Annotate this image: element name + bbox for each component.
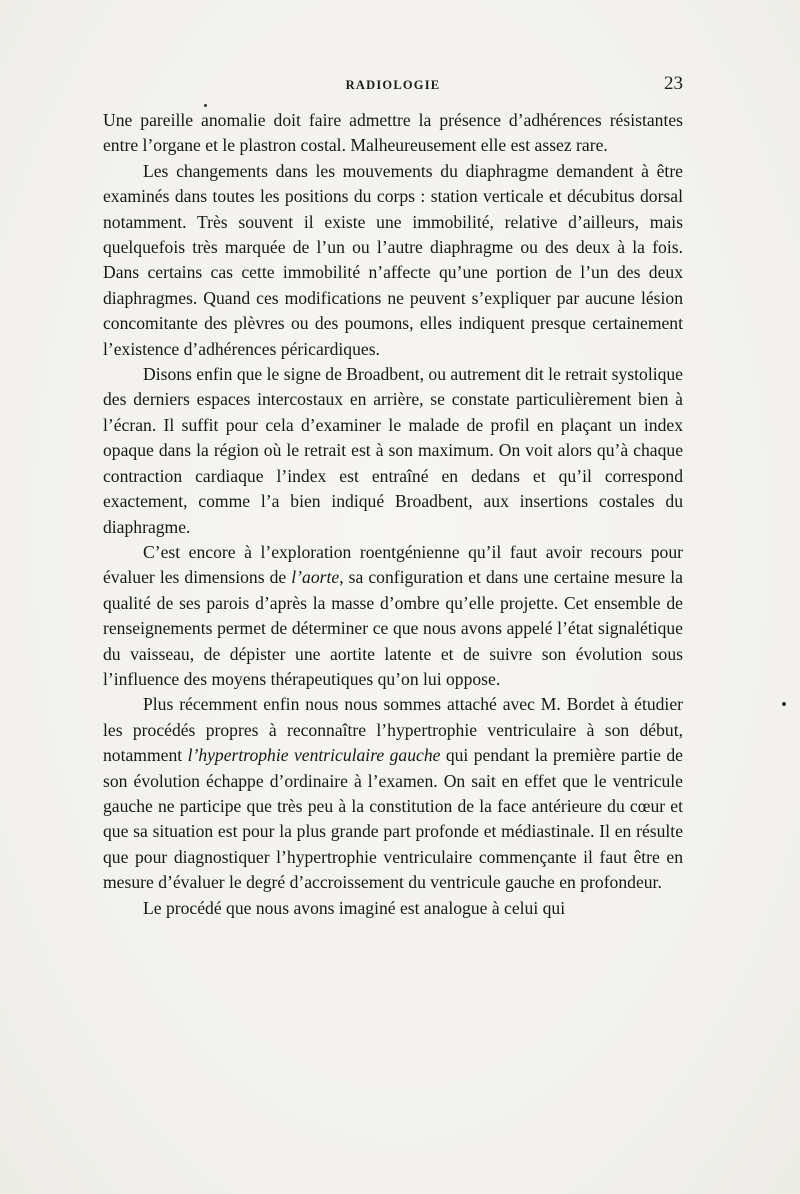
running-title: RADIOLOGIE: [345, 78, 441, 92]
paragraph-5-text-end: qui pendant la première partie de son évolution échappe d’ordinaire à l’examen. On sait en effet que le ventricule gauche ne participe que très peu à la constitution de la face antérieure du cœur et que sa situation est pour la plus grande part profonde et médiastinale. Il en résulte que pour diagnostiquer l’hypertrophie ventriculaire commençante il faut être en mesure d’évaluer le degré d’accroissement du ventricule gauche en profondeur.: [103, 745, 683, 893]
ink-speck: [782, 702, 786, 706]
paragraph-4-text-start: C’est encore à l’exploration roentgénienne qu’il faut avoir recours pour évaluer les dimensions de: [103, 541, 683, 588]
page-header: [103, 73, 683, 102]
paragraph-3: Disons enfin que le signe de Broadbent, ou autrement dit le retrait systolique des derniers espaces intercostaux en arrière, se constate particulièrement bien à l’écran. Il suffit pour cela d’examiner le malade de profil en plaçant un index opaque dans la région où le retrait est à son maximum. On voit alors qu’à chaque contraction cardiaque l’index est entraîné en dedans et qu’il correspond exactement, comme l’a bien indiqué Broadbent, aux insertions costales du diaphragme.: [103, 364, 683, 537]
paragraph-4-emphasis: l’aorte: [291, 567, 340, 588]
paragraph-5-emphasis: l’hypertrophie ventriculaire gauche: [187, 745, 441, 766]
paragraph-5-text-start: Plus récemment enfin nous nous sommes attaché avec M. Bordet à étudier les procédés propres à reconnaître l’hypertrophie ventriculaire à son début, notamment: [103, 694, 683, 766]
paragraph-4: [103, 540, 683, 692]
paragraph-5: [103, 692, 683, 895]
page-number: 23: [664, 73, 683, 94]
paragraph-1: Une pareille anomalie doit faire admettre la présence d’adhérences résistantes entre l’organe et le plastron costal. Malheureusement elle est assez rare.: [103, 110, 683, 156]
paragraph-6: Le procédé que nous avons imaginé est analogue à celui qui: [143, 897, 566, 918]
body-text: [103, 108, 683, 921]
paragraph-2: Les changements dans les mouvements du diaphragme demandent à être examinés dans toutes les positions du corps : station verticale et décubitus dorsal notamment. Très souvent il existe une immobilité, relative d’ailleurs, mais quelquefois très marquée de l’un ou l’autre diaphragme ou des deux à la fois. Dans certains cas cette immobilité n’affecte qu’une portion de l’un des deux diaphragmes. Quand ces modifications ne peuvent s’expliquer par aucune lésion concomitante des plèvres ou des poumons, elles indiquent presque certainement l’existence d’adhérences péricardiques.: [103, 160, 683, 359]
paragraph-4-text-end: , sa configuration et dans une certaine mesure la qualité de ses parois d’après la masse d’ombre qu’elle projette. Cet ensemble de renseignements permet de déterminer ce que nous avons appelé l’état signalétique du vaisseau, de dépister une aortite latente et de suivre son évolution sous l’influence des moyens thérapeutiques qu’on lui oppose.: [103, 567, 683, 689]
ink-speck: [204, 104, 207, 107]
